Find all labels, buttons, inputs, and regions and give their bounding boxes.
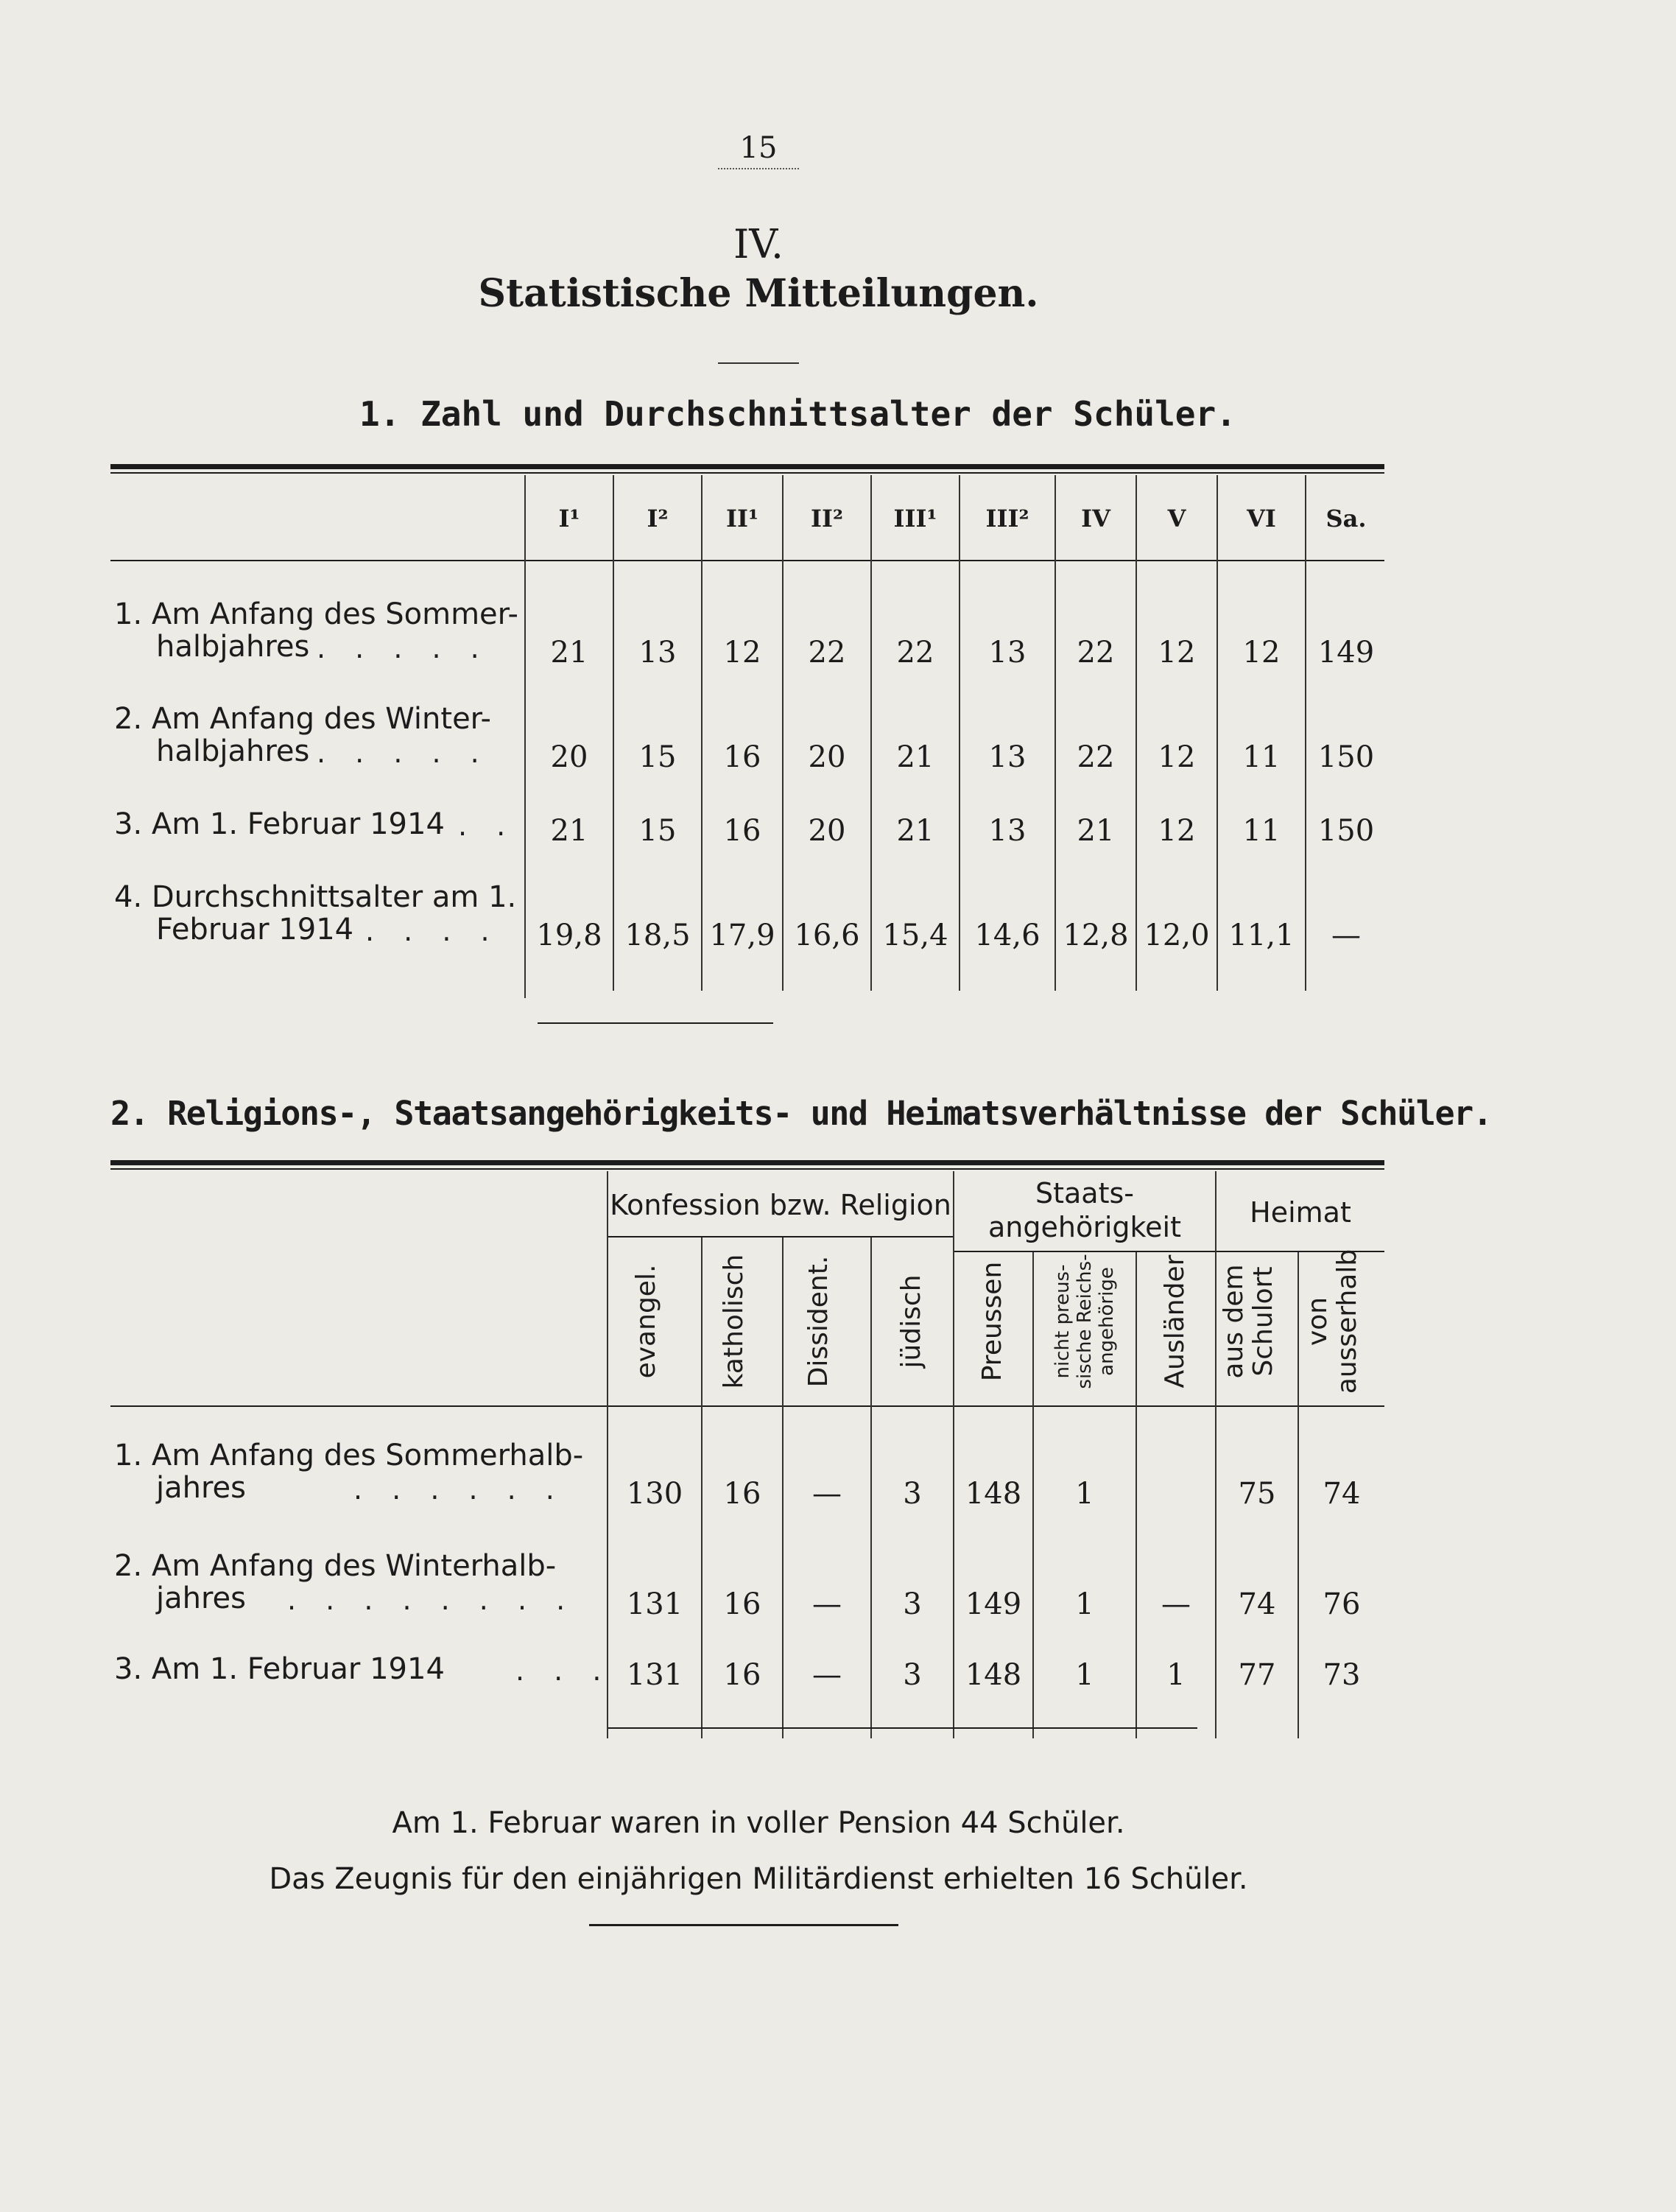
col-header-juedisch: jüdisch — [896, 1274, 926, 1369]
table1-row-label: 3. Am 1. Februar 1914 — [114, 807, 445, 841]
table1-cell: 12,0 — [1144, 919, 1210, 952]
table2-cell: — — [812, 1658, 842, 1692]
col-header-ausserhalb-1: von — [1303, 1296, 1333, 1346]
table1-col-header: V — [1167, 505, 1186, 533]
leader-dots: . . . . . — [317, 737, 490, 769]
col-header-evangel: evangel. — [631, 1264, 661, 1379]
table1-cell: 13 — [988, 740, 1027, 774]
table2-cell: 149 — [965, 1587, 1022, 1621]
table2-cell: 74 — [1323, 1477, 1361, 1511]
table1-cell: 20 — [808, 814, 846, 848]
footer-rule — [589, 1924, 898, 1926]
table2-cell: 16 — [723, 1477, 761, 1511]
table2-cell: 3 — [903, 1587, 922, 1621]
table2-vrule — [953, 1171, 954, 1738]
table1-cell: 22 — [1077, 636, 1115, 670]
table2-top-rule-thin — [110, 1168, 1384, 1170]
col-header-nicht-preuss-3: angehörige — [1096, 1267, 1118, 1376]
table1-vrule — [870, 475, 872, 991]
table1-vrule — [782, 475, 784, 991]
col-header-schulort-1: aus dem — [1219, 1264, 1249, 1379]
footer-militaerdienst-note: Das Zeugnis für den einjährigen Militärdienst erhielten 16 Schüler. — [269, 1862, 1248, 1896]
leader-dots: . . . — [515, 1654, 612, 1687]
table2-cell: 16 — [723, 1587, 761, 1621]
table1-cell: 13 — [988, 636, 1027, 670]
table1-cell: 16 — [723, 740, 761, 774]
table2-row-label-cont: jahres — [156, 1471, 246, 1505]
col-header-dissident: Dissident. — [803, 1255, 834, 1388]
table1-vrule — [701, 475, 703, 991]
table2-cell: 130 — [626, 1477, 683, 1511]
title-divider — [718, 362, 799, 364]
table1-vrule — [613, 475, 614, 991]
table1-col-header: III¹ — [893, 505, 937, 533]
table1-cell: 19,8 — [536, 919, 602, 952]
table2-cell: — — [1161, 1587, 1191, 1621]
table1-cell: 20 — [808, 740, 846, 774]
table1-bottom-rule — [538, 1022, 773, 1024]
heimat-group-header: Heimat — [1250, 1196, 1351, 1229]
table2-cell: 1 — [1075, 1477, 1094, 1511]
table2-cell: 74 — [1238, 1587, 1276, 1621]
page-number: 15 — [739, 131, 778, 165]
table1-vrule — [1135, 475, 1137, 991]
table1-cell: 11 — [1242, 740, 1281, 774]
table1-cell: 20 — [550, 740, 588, 774]
staat-group-header-line2: angehörigkeit — [988, 1211, 1181, 1243]
table1-col-header: I² — [647, 505, 669, 533]
table1-row-label: 4. Durchschnittsalter am 1. — [114, 880, 517, 914]
konfession-group-header: Konfession bzw. Religion — [610, 1189, 951, 1221]
table1-col-header: II² — [811, 505, 843, 533]
col-header-nicht-preuss-1: nicht preus- — [1052, 1264, 1074, 1379]
table1-cell: 12,8 — [1063, 919, 1129, 952]
table1-cell: 21 — [550, 636, 588, 670]
col-header-preussen: Preussen — [977, 1261, 1007, 1382]
col-header-katholisch: katholisch — [719, 1254, 749, 1389]
table2-row-label-cont: jahres — [156, 1581, 246, 1615]
table1-cell: 12 — [1158, 740, 1196, 774]
table1-cell: 21 — [1077, 814, 1115, 848]
table1-cell: 150 — [1317, 814, 1375, 848]
table2-cell: 131 — [626, 1587, 683, 1621]
table2-row-label: 3. Am 1. Februar 1914 — [114, 1652, 445, 1686]
table1-cell: 21 — [896, 814, 934, 848]
table2-cell: 3 — [903, 1658, 922, 1692]
table2-top-rule — [110, 1160, 1384, 1165]
table2-cell: — — [812, 1477, 842, 1511]
table2-cell: 73 — [1323, 1658, 1361, 1692]
table2-cell: 148 — [965, 1477, 1022, 1511]
table1-col-header: VI — [1247, 505, 1276, 533]
table1-header-rule — [110, 560, 1384, 561]
footer-pension-note: Am 1. Februar waren in voller Pension 44 Schüler. — [392, 1806, 1125, 1840]
table1-col-header: I¹ — [558, 505, 580, 533]
staat-group-header-line1: Staats- — [1035, 1177, 1134, 1209]
table2-cell: 131 — [626, 1658, 683, 1692]
table2-cell: 77 — [1238, 1658, 1276, 1692]
table1-cell: 149 — [1317, 636, 1375, 670]
leader-dots: . . . . — [365, 915, 500, 947]
table1-cell: 11 — [1242, 814, 1281, 848]
table1-cell: 15 — [638, 814, 677, 848]
table1-row-label-cont: Februar 1914 — [156, 913, 354, 947]
table1-cell: 18,5 — [624, 919, 691, 952]
table1-cell: 22 — [808, 636, 846, 670]
leader-dots: . . — [458, 810, 516, 842]
table1-row-label: 2. Am Anfang des Winter- — [114, 702, 491, 736]
table1-cell: 14,6 — [974, 919, 1041, 952]
table1-cell: 22 — [896, 636, 934, 670]
leader-dots: . . . . . . — [353, 1473, 565, 1506]
table2-row-label: 2. Am Anfang des Winterhalb- — [114, 1549, 557, 1583]
section-title: Statistische Mitteilungen. — [478, 271, 1039, 316]
table1-cell: 150 — [1317, 740, 1375, 774]
table1-col-header: IV — [1081, 505, 1110, 533]
table1-row-label-cont: halbjahres — [156, 630, 310, 664]
col-header-schulort-2: Schulort — [1248, 1266, 1278, 1377]
table1-col-header: III² — [985, 505, 1029, 533]
table1-vrule — [1054, 475, 1056, 991]
table2-cell: 16 — [723, 1658, 761, 1692]
table1-cell: 12 — [1158, 636, 1196, 670]
table1-cell: 21 — [550, 814, 588, 848]
table2-cell: 3 — [903, 1477, 922, 1511]
table2-cell: — — [812, 1587, 842, 1621]
table2-cell: 76 — [1323, 1587, 1361, 1621]
table1-cell: 13 — [638, 636, 677, 670]
table1-cell: 12 — [1158, 814, 1196, 848]
table1-cell: — — [1331, 919, 1361, 952]
table1-row-label-cont: halbjahres — [156, 734, 310, 768]
table1-col-header: Sa. — [1325, 505, 1367, 533]
table1-cell: 17,9 — [709, 919, 775, 952]
table2-row-label: 1. Am Anfang des Sommerhalb- — [114, 1439, 584, 1472]
table1-cell: 12 — [723, 636, 761, 670]
table2-cell: 1 — [1166, 1658, 1186, 1692]
table1-cell: 16 — [723, 814, 761, 848]
table1-cell: 13 — [988, 814, 1027, 848]
table2-cell: 148 — [965, 1658, 1022, 1692]
table2-bottom-rule — [608, 1727, 1197, 1729]
table2-vrule — [607, 1171, 608, 1738]
col-header-ausserhalb-2: ausserhalb — [1332, 1249, 1362, 1394]
table2-cell: 1 — [1075, 1587, 1094, 1621]
table2-cell: 75 — [1238, 1477, 1276, 1511]
table1-cell: 16,6 — [794, 919, 860, 952]
table1-cell: 15 — [638, 740, 677, 774]
table1-top-rule-thin — [110, 472, 1384, 474]
table1-row-label: 1. Am Anfang des Sommer- — [114, 597, 518, 631]
page-number-underline — [718, 168, 799, 169]
leader-dots: . . . . . — [317, 632, 490, 664]
table1-cell: 12 — [1242, 636, 1281, 670]
table1-cell: 21 — [896, 740, 934, 774]
table1-cell: 11,1 — [1228, 919, 1295, 952]
table1-col-header: II¹ — [726, 505, 758, 533]
col-header-nicht-preuss-2: sische Reichs- — [1074, 1254, 1096, 1389]
col-header-auslaender: Ausländer — [1160, 1254, 1190, 1388]
table2-title: 2. Religions-, Staatsangehörigkeits- und Heimatsverhältnisse der Schüler. — [110, 1094, 1492, 1133]
table2-cell: 1 — [1075, 1658, 1094, 1692]
table2-vrule — [1215, 1171, 1216, 1738]
table1-cell: 22 — [1077, 740, 1115, 774]
table1-title: 1. Zahl und Durchschnittsalter der Schüler. — [359, 394, 1236, 434]
leader-dots: . . . . . . . . — [287, 1584, 576, 1616]
section-number: IV. — [733, 221, 784, 267]
table1-vrule — [1216, 475, 1218, 991]
table1-top-rule — [110, 464, 1384, 469]
table1-vrule — [1305, 475, 1306, 991]
table1-vrule — [959, 475, 960, 991]
table1-cell: 15,4 — [882, 919, 948, 952]
